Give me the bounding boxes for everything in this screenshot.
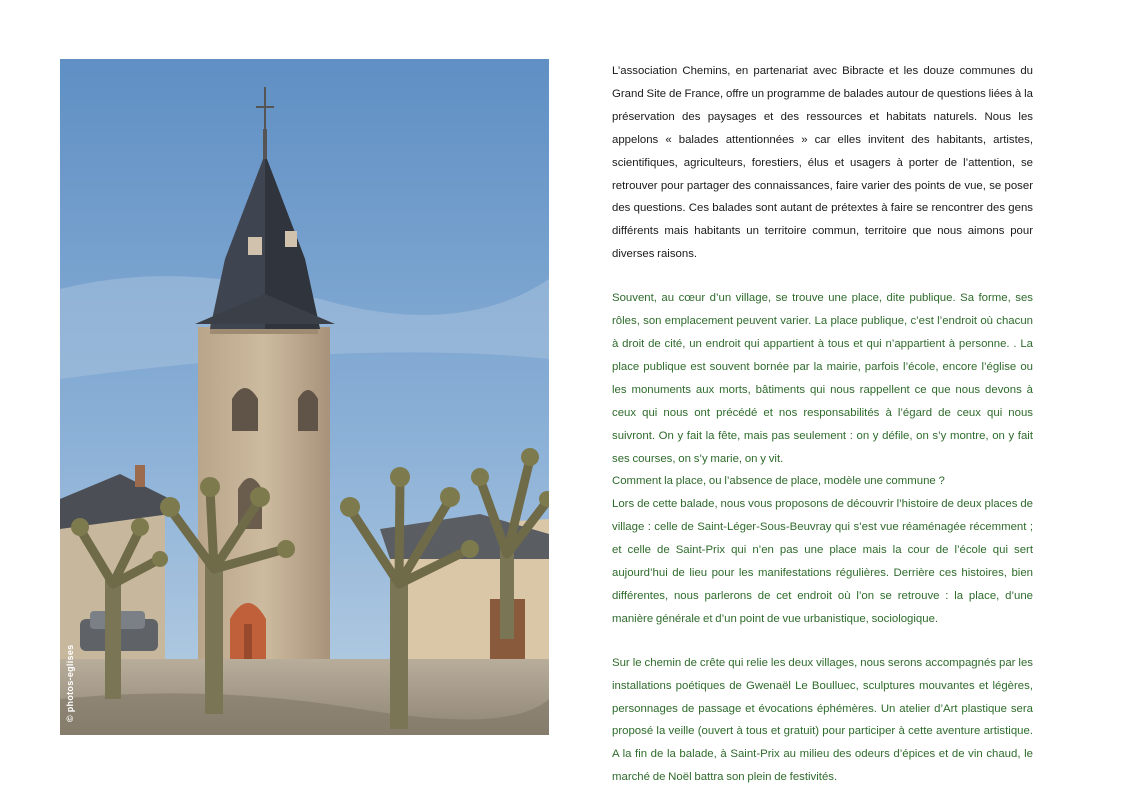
question-paragraph: Comment la place, ou l’absence de place, modèle une commune ?: [612, 475, 945, 488]
paragraph-spacer: [612, 266, 1033, 287]
intro-paragraph: L’association Chemins, en partenariat avec Bibracte et les douze communes du Grand Site de France, offre un programme de balades autour de questions liées à la préservation des paysages et des ressources et habitats naturels. Nous les appelons « balades attentionnées » car elles invitent des habitants, artistes, scientifiques, agriculteurs, forestiers, élus et usagers à porter de l’attention, se retrouver pour partager des connaissances, faire varier des points de vue, se poser des questions. Ces balades sont autant de prétextes à faire se rencontrer des gens différents mais habitants un territoire commun, territoire que nous aimons pour diverses raisons.: [612, 65, 1033, 261]
church-photo: [60, 59, 549, 735]
paragraph-spacer: [612, 631, 1033, 652]
text-column: [612, 60, 1033, 789]
balade-paragraph: Lors de cette balade, nous vous proposons de découvrir l’histoire de deux places de village : celle de Saint-Léger-Sous-Beuvray qui s’est vue réaménagée récemment ; et celle de Saint-Prix qui n’en pas une place mais la cour de l’école qui sert aujourd’hui de lieu pour les manifestations régulières. Derrière ces histoires, bien différentes, nous parlerons de cet endroit où l’on se retrouve : la place, d’une manière générale et d’un point de vue urbanistique, sociologique.: [612, 498, 1033, 625]
place-paragraph: Souvent, au cœur d’un village, se trouve une place, dite publique. Sa forme, ses rôles, son emplacement peuvent varier. La place publique, c’est l’endroit où chacun à droit de cité, un endroit qui appartient à tous et qui n’appartient à personne. . La place publique est souvent bornée par la mairie, parfois l’école, encore l’église ou les monuments aux morts, bâtiments qui nous rappellent ce que nous devons à ceux qui nous ont précédé et nos responsabilités à l’égard de ceux qui nous suivront. On y fait la fête, mais pas seulement : on y défile, on s’y montre, on y fait ses courses, on s’y marie, on y vit.: [612, 292, 1033, 465]
photo-credit: © photos-eglises: [65, 644, 75, 722]
church-illustration: [60, 59, 549, 735]
chemin-paragraph: Sur le chemin de crête qui relie les deux villages, nous serons accompagnés par les installations poétiques de Gwenaël Le Boulluec, sculptures mouvantes et légères, personnages de passage et évocations éphémères. Un atelier d’Art plastique sera proposé la veille (ouvert à tous et gratuit) pour participer à cette aventure artistique. A la fin de la balade, à Saint-Prix au milieu des odeurs d’épices et de vin chaud, le marché de Noël battra son plein de festivités.: [612, 656, 1033, 784]
